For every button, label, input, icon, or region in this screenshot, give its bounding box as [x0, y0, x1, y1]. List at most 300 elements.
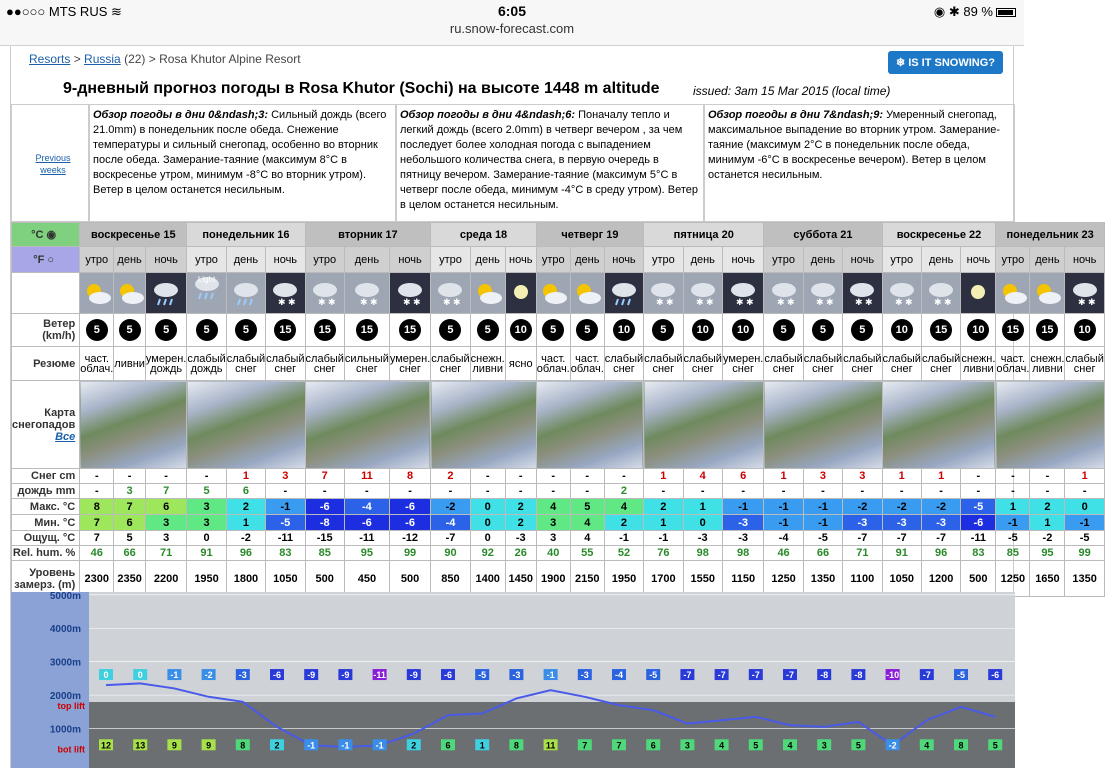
moon-icon	[506, 279, 536, 307]
min-temp-cell: 1	[226, 515, 265, 531]
wind-cell	[843, 314, 882, 347]
summary-cell: слабый снег	[764, 347, 803, 381]
rain-cell: -	[961, 484, 996, 499]
bot-lift-temp: 5	[992, 740, 998, 751]
top-lift-temp: -2	[204, 670, 213, 681]
wind-cell	[187, 314, 226, 347]
feels-like-cell: -3	[722, 531, 763, 546]
min-temp-cell: -6	[961, 515, 996, 531]
rain-cell: -	[722, 484, 763, 499]
humidity-cell: 95	[344, 546, 389, 561]
time-of-day: день	[570, 247, 604, 273]
freezing-level-cell: 2150	[570, 561, 604, 597]
time-of-day: день	[921, 247, 960, 273]
cloud-snow-icon	[804, 279, 842, 307]
max-temp-cell: 0	[1065, 499, 1104, 515]
time-of-day: день	[344, 247, 389, 273]
rain-cell: -	[536, 484, 570, 499]
wind-arrow-icon: 15	[1002, 319, 1024, 341]
time-of-day: день	[803, 247, 842, 273]
rain-cell: -	[921, 484, 960, 499]
feels-like-cell: 0	[187, 531, 226, 546]
min-temp-cell: 3	[145, 515, 186, 531]
wind-arrow-icon: 15	[399, 319, 421, 341]
weather-cell	[536, 273, 570, 314]
time-of-day: день	[114, 247, 146, 273]
weather-cell	[344, 273, 389, 314]
summary-cell: част. облач.	[80, 347, 114, 381]
summary-cell: слабый снег	[683, 347, 722, 381]
weather-cell	[961, 273, 996, 314]
weather-cell	[803, 273, 842, 314]
feels-like-cell: -2	[226, 531, 265, 546]
rain-cell: -	[431, 484, 470, 499]
time-of-day: утро	[431, 247, 470, 273]
bot-lift-temp: 9	[171, 740, 177, 751]
day-header: вторник 17	[305, 223, 431, 247]
snow-map-thumbnail[interactable]	[764, 381, 882, 469]
snow-cell: 1	[1065, 469, 1104, 484]
max-temp-cell: 0	[470, 499, 505, 515]
feels-like-cell: -5	[1065, 531, 1104, 546]
cloud-snow-icon	[644, 279, 682, 307]
rain-cell: -	[843, 484, 882, 499]
humidity-cell: 90	[431, 546, 470, 561]
snow-map-thumbnail[interactable]	[996, 381, 1104, 469]
humidity-cell: 46	[80, 546, 114, 561]
snow-cell: -	[961, 469, 996, 484]
time-of-day: день	[226, 247, 265, 273]
unit-fahrenheit-toggle[interactable]: °F ○	[12, 247, 80, 273]
snow-map-thumbnail[interactable]	[80, 381, 187, 469]
humidity-cell: 98	[722, 546, 763, 561]
weather-cell	[470, 273, 505, 314]
is-it-snowing-button[interactable]: ❄ IS IT SNOWING?	[888, 51, 1003, 74]
issued-time: issued: 3am 15 Mar 2015 (local time)	[693, 84, 891, 98]
summary-cell: сильный снег	[344, 347, 389, 381]
summary-cell: част. облач.	[996, 347, 1030, 381]
svg-text:✱ ✱: ✱ ✱	[695, 297, 714, 307]
time-of-day: утро	[644, 247, 683, 273]
max-temp-cell: 2	[1030, 499, 1065, 515]
top-lift-temp: 0	[137, 670, 143, 681]
feels-like-cell: -1	[644, 531, 683, 546]
snow-cell: 4	[683, 469, 722, 484]
wind-cell	[344, 314, 389, 347]
wind-cell	[80, 314, 114, 347]
snow-cell: -	[80, 469, 114, 484]
snow-label: Снег cm	[12, 469, 80, 484]
time-of-day: утро	[996, 247, 1030, 273]
freezing-level-cell: 1950	[187, 561, 226, 597]
freezing-level-cell: 2300	[80, 561, 114, 597]
snow-cell: 11	[344, 469, 389, 484]
crumb-russia[interactable]: Russia	[84, 52, 121, 66]
battery-status: ◉ ✱ 89 %	[934, 4, 1016, 20]
radio-on-icon[interactable]: ◉	[46, 228, 57, 241]
icon-row-label	[12, 273, 80, 314]
min-temp-cell: 6	[114, 515, 146, 531]
sun-cloud-icon	[80, 279, 113, 307]
weather-cell	[114, 273, 146, 314]
rain-cell: -	[764, 484, 803, 499]
min-temp-cell: 1	[644, 515, 683, 531]
svg-text:✱ ✱: ✱ ✱	[403, 297, 421, 307]
rain-cell: -	[1030, 484, 1065, 499]
weather-cell	[1030, 273, 1065, 314]
snow-cell: 2	[431, 469, 470, 484]
summary-cell: слабый снег	[803, 347, 842, 381]
crumb-resorts[interactable]: Resorts	[29, 52, 71, 66]
feels-like-cell: -11	[961, 531, 996, 546]
snow-map-thumbnail[interactable]	[536, 381, 643, 469]
wind-cell	[145, 314, 186, 347]
top-lift-temp: -5	[478, 670, 487, 681]
summary-cell: слабый снег	[921, 347, 960, 381]
max-temp-cell: 8	[80, 499, 114, 515]
humidity-cell: 99	[1065, 546, 1104, 561]
freezing-level-cell: 450	[344, 561, 389, 597]
page-title: 9-дневный прогноз погоды в Rosa Khutor (Sochi) на высоте 1448 m altitude	[63, 80, 660, 97]
wind-cell	[114, 314, 146, 347]
weather-cell	[266, 273, 305, 314]
max-temp-cell: 7	[114, 499, 146, 515]
min-temp-cell: -1	[996, 515, 1030, 531]
radio-off-icon[interactable]: ○	[47, 253, 55, 266]
bot-lift-temp: 8	[513, 740, 519, 751]
bot-lift-temp: -1	[375, 740, 384, 751]
rain-cell: -	[305, 484, 344, 499]
humidity-cell: 96	[921, 546, 960, 561]
summary-cell: част. облач.	[570, 347, 604, 381]
wind-cell	[683, 314, 722, 347]
humidity-label: Rel. hum. %	[12, 546, 80, 561]
cloud-snow-icon	[306, 279, 344, 307]
summary-cell: слабый снег	[644, 347, 683, 381]
rain-label: дождь mm	[12, 484, 80, 499]
humidity-cell: 85	[996, 546, 1030, 561]
feels-like-cell: -4	[764, 531, 803, 546]
bot-lift-temp: -1	[307, 740, 316, 751]
freezing-level-cell: 1250	[764, 561, 803, 597]
bot-lift-temp: 8	[240, 740, 246, 751]
weather-cell	[644, 273, 683, 314]
min-temp-cell: -6	[344, 515, 389, 531]
weather-cell	[505, 273, 536, 314]
weather-cell	[921, 273, 960, 314]
weather-cell	[1065, 273, 1104, 314]
sun-cloud-icon	[571, 279, 604, 307]
top-lift-temp: -5	[956, 670, 966, 681]
feels-like-cell: -5	[803, 531, 842, 546]
rain-cell: -	[996, 484, 1030, 499]
svg-text:✱ ✱: ✱ ✱	[1077, 297, 1096, 307]
snow-cell: 3	[266, 469, 305, 484]
y-tick-label: 5000m	[49, 590, 81, 602]
rain-cell: -	[80, 484, 114, 499]
time-of-day: утро	[536, 247, 570, 273]
wind-arrow-icon: 5	[773, 319, 795, 341]
feels-like-cell: -5	[996, 531, 1030, 546]
rain-cell: 3	[114, 484, 146, 499]
rain-cell: -	[803, 484, 842, 499]
max-temp-cell: 2	[226, 499, 265, 515]
top-lift-temp: -9	[341, 670, 350, 681]
summary-days-0-3: Обзор погоды в дни 0&ndash;3: Сильный дождь (всего 21.0mm) в понедельник после обеда. Снежение температуры и сильный снегопад, особенно во вторник после обеда. Замерание-таяние (максимум 8°C в воскресенье утром, минимум -8°C во вторник утром). Ветер в целом останется несильным.	[89, 104, 396, 222]
humidity-cell: 83	[961, 546, 996, 561]
bot-lift-temp: 5	[753, 740, 759, 751]
max-temp-cell: 1	[683, 499, 722, 515]
wind-arrow-icon: 5	[155, 319, 177, 341]
humidity-cell: 66	[803, 546, 842, 561]
lock-icon: ◉	[933, 4, 946, 19]
weather-cell	[570, 273, 604, 314]
bot-lift-temp: 11	[545, 740, 556, 751]
map-all-link[interactable]: Все	[55, 430, 76, 443]
bot-lift-temp: 5	[855, 740, 861, 751]
wind-arrow-icon: 5	[812, 319, 834, 341]
bot-lift-temp: 7	[582, 740, 588, 751]
day-header: четверг 19	[536, 223, 643, 247]
sun-cloud-icon	[114, 279, 145, 307]
top-lift-temp: -7	[922, 670, 931, 681]
wind-arrow-icon: 5	[851, 319, 873, 341]
summary-cell: умерен. дождь	[145, 347, 186, 381]
min-temp-cell: -3	[882, 515, 921, 531]
summary-cell: слабый дождь	[187, 347, 226, 381]
min-temp-cell: 4	[570, 515, 604, 531]
snow-map-thumbnail[interactable]	[305, 381, 431, 469]
top-lift-temp: -8	[854, 670, 863, 681]
top-lift-temp: -3	[512, 670, 521, 681]
time-of-day: утро	[80, 247, 114, 273]
humidity-cell: 91	[187, 546, 226, 561]
snow-map-thumbnail[interactable]	[644, 381, 764, 469]
freezing-level-cell: 1050	[266, 561, 305, 597]
humidity-cell: 40	[536, 546, 570, 561]
cloud-snow-icon	[431, 279, 469, 307]
wind-arrow-icon: 10	[732, 319, 754, 341]
max-temp-cell: -2	[843, 499, 882, 515]
rain-cell: 6	[226, 484, 265, 499]
feels-like-cell: 5	[114, 531, 146, 546]
freezing-level-cell: 1550	[683, 561, 722, 597]
bot-lift-temp: 9	[206, 740, 212, 751]
humidity-cell: 96	[226, 546, 265, 561]
svg-text:✱ ✱: ✱ ✱	[736, 297, 754, 307]
snow-cell: -	[1030, 469, 1065, 484]
min-temp-cell: 3	[187, 515, 226, 531]
top-lift-temp: -9	[307, 670, 316, 681]
wind-arrow-icon: 5	[196, 319, 218, 341]
min-temp-cell: -1	[764, 515, 803, 531]
feels-like-cell: -11	[344, 531, 389, 546]
snow-cell: 6	[722, 469, 763, 484]
svg-text:✱ ✱: ✱ ✱	[278, 297, 296, 307]
feels-like-label: Ощущ. °C	[12, 531, 80, 546]
svg-text:✱ ✱: ✱ ✱	[317, 297, 336, 307]
time-of-day: день	[470, 247, 505, 273]
summary-head: Обзор погоды в дни 4&ndash;6:	[400, 109, 576, 121]
time-of-day: утро	[764, 247, 803, 273]
rain-cell: 2	[604, 484, 643, 499]
status-bar	[0, 0, 1024, 46]
bot-lift-temp: 3	[684, 740, 690, 751]
freezing-level-cell: 2350	[114, 561, 146, 597]
freezing-level-cell: 1450	[505, 561, 536, 597]
wind-cell	[470, 314, 505, 347]
time-of-day: день	[1030, 247, 1065, 273]
wind-arrow-icon: 15	[1036, 319, 1058, 341]
humidity-cell: 92	[470, 546, 505, 561]
time-of-day: ночь	[145, 247, 186, 273]
snow-cell: 3	[803, 469, 842, 484]
cloud-snow-icon	[843, 279, 881, 307]
wind-arrow-icon: 5	[86, 319, 108, 341]
min-temp-cell: -1	[1065, 515, 1104, 531]
freezing-level-cell: 1650	[1030, 561, 1065, 597]
weather-cell	[683, 273, 722, 314]
max-temp-cell: -2	[882, 499, 921, 515]
top-lift-temp: -6	[272, 670, 282, 681]
cloud-rain-icon	[227, 279, 265, 307]
previous-weeks-link[interactable]: Previous weeks	[35, 153, 71, 175]
snow-cell: 1	[644, 469, 683, 484]
freezing-level-cell: 1200	[921, 561, 960, 597]
day-header: воскресенье 15	[80, 223, 187, 247]
humidity-cell: 71	[145, 546, 186, 561]
snow-map-thumbnail[interactable]	[431, 381, 536, 469]
wind-arrow-icon: 5	[119, 319, 141, 341]
bot-lift-temp: 1	[479, 740, 485, 751]
max-temp-cell: -1	[722, 499, 763, 515]
snow-cell: 8	[389, 469, 430, 484]
freezing-level-cell: 1400	[470, 561, 505, 597]
min-temp-cell: -6	[389, 515, 430, 531]
freezing-level-chart	[11, 592, 1015, 768]
day-header: пятница 20	[644, 223, 764, 247]
summary-days-4-6: Обзор погоды в дни 4&ndash;6: Поначалу тепло и легкий дождь (всего 2.0mm) в четверг вечером , за чем последует более холодная погода с выпадением небольшого количества снега, в первую очередь в пятницу вечером. Замерание-таяние (максимум 5°C в четверг после обеда, минимум -4°C в среду утром). Ветер в целом останется несильным.	[396, 104, 704, 222]
wind-arrow-icon: 5	[576, 319, 598, 341]
wind-cell	[1065, 314, 1104, 347]
top-lift-temp: -4	[614, 670, 624, 681]
weather-cell	[226, 273, 265, 314]
rain-cell: -	[683, 484, 722, 499]
summary-cell: слабый снег	[431, 347, 470, 381]
wind-cell	[1030, 314, 1065, 347]
cloud-snow-icon	[345, 279, 389, 307]
y-tick-label: 4000m	[49, 624, 81, 636]
max-temp-cell: 4	[536, 499, 570, 515]
time-of-day: утро	[305, 247, 344, 273]
cloud-rain-icon	[605, 279, 643, 307]
top-lift-temp: -7	[785, 670, 795, 681]
humidity-cell: 55	[570, 546, 604, 561]
bot-lift-temp: 3	[821, 740, 827, 751]
wind-cell	[389, 314, 430, 347]
feels-like-cell: -3	[683, 531, 722, 546]
feels-like-cell: -7	[882, 531, 921, 546]
summary-label: Резюме	[12, 347, 80, 381]
rain-cell: 5	[187, 484, 226, 499]
max-temp-cell: -6	[305, 499, 344, 515]
humidity-cell: 46	[764, 546, 803, 561]
wind-cell	[305, 314, 344, 347]
bot-lift-temp: -1	[341, 740, 350, 751]
weather-cell	[80, 273, 114, 314]
svg-text:✱ ✱: ✱ ✱	[815, 297, 834, 307]
wind-cell	[536, 314, 570, 347]
snow-cell: -	[470, 469, 505, 484]
min-temp-cell: -3	[722, 515, 763, 531]
rain-cell: -	[882, 484, 921, 499]
max-temp-cell: -4	[344, 499, 389, 515]
bot-lift-temp: 8	[958, 740, 964, 751]
weather-cell	[145, 273, 186, 314]
freezing-level-cell: 1050	[882, 561, 921, 597]
wind-arrow-icon: 5	[439, 319, 461, 341]
cloud-snow-icon	[723, 279, 763, 307]
wind-arrow-icon: 10	[692, 319, 714, 341]
summary-cell: слабый снег	[1065, 347, 1104, 381]
sun-cloud-icon	[537, 279, 570, 307]
url-bar[interactable]: ru.snow-forecast.com	[449, 21, 575, 36]
wind-arrow-icon: 15	[314, 319, 336, 341]
snow-map-thumbnail[interactable]	[187, 381, 305, 469]
unit-celsius-toggle[interactable]: °C ◉	[12, 223, 80, 247]
day-header: понедельник 23	[996, 223, 1104, 247]
humidity-cell: 95	[1030, 546, 1065, 561]
feels-like-cell: 4	[570, 531, 604, 546]
wind-cell	[996, 314, 1030, 347]
summary-head: Обзор погоды в дни 7&ndash;9:	[708, 109, 884, 121]
min-temp-cell: 7	[80, 515, 114, 531]
top-lift-temp: -6	[991, 670, 1000, 681]
freezing-level-cell: 1250	[996, 561, 1030, 597]
time-of-day: ночь	[389, 247, 430, 273]
time-of-day: утро	[882, 247, 921, 273]
cloud-snow-icon	[883, 279, 921, 307]
snow-cell: -	[996, 469, 1030, 484]
freezing-level-cell: 1900	[536, 561, 570, 597]
min-temp-cell: 1	[1030, 515, 1065, 531]
min-temp-cell: -5	[266, 515, 305, 531]
min-temp-cell: 0	[683, 515, 722, 531]
max-temp-cell: -2	[921, 499, 960, 515]
max-temp-cell: -1	[266, 499, 305, 515]
humidity-cell: 91	[882, 546, 921, 561]
cloud-snow-icon	[1065, 279, 1103, 307]
wind-arrow-icon: 5	[235, 319, 257, 341]
min-temp-cell: 2	[604, 515, 643, 531]
snow-cell: 7	[305, 469, 344, 484]
forecast-table	[11, 222, 1105, 597]
summary-cell: слабый снег	[843, 347, 882, 381]
humidity-cell: 99	[389, 546, 430, 561]
feels-like-cell: -11	[266, 531, 305, 546]
max-temp-cell: -1	[803, 499, 842, 515]
bot-lift-temp: 6	[445, 740, 451, 751]
rain-cell: -	[344, 484, 389, 499]
humidity-cell: 76	[644, 546, 683, 561]
top-lift-temp: -5	[649, 670, 658, 681]
snow-cell: -	[536, 469, 570, 484]
day-header: воскресенье 22	[882, 223, 996, 247]
summary-cell: умерен. снег	[722, 347, 763, 381]
wind-cell	[722, 314, 763, 347]
snow-map-thumbnail[interactable]	[882, 381, 996, 469]
feels-like-cell: 0	[470, 531, 505, 546]
